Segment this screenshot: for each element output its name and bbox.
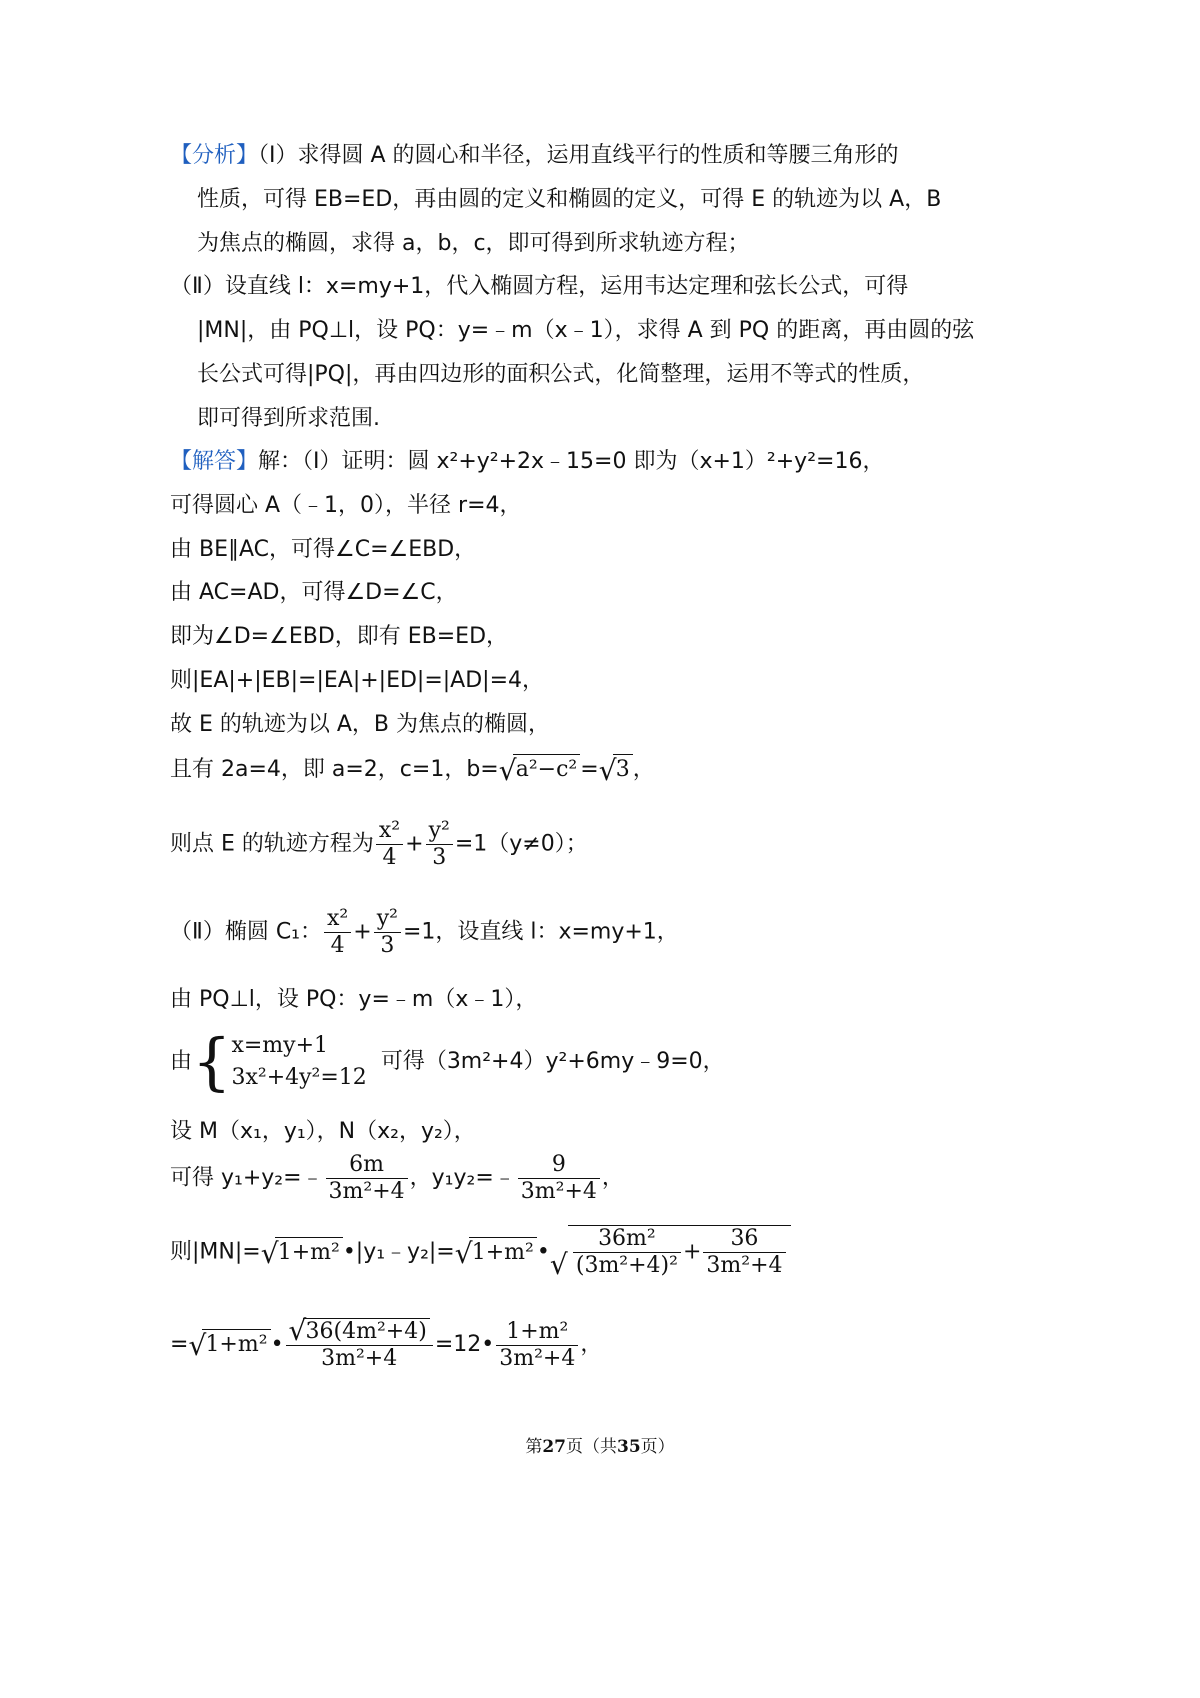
fraction: $\frac{6m}{\text{3m²+4}}$ — [326, 1152, 408, 1205]
sqrt-expression: √ 1+m² — [455, 1237, 537, 1268]
fraction: √ $\frac{\text{36m²}}{\text{(3m²+4)²}}$ — [573, 1226, 681, 1279]
page-number: 27 — [542, 1437, 566, 1457]
mn-length-line: 则|MN|=√ 1+m² •|y₁﹣y₂|=√ 1+m² • √ $\frac{\text{36m²}}{\text{(3m²+4)²}}$ + $\frac{36}{\text{3m²+4}}$ — [170, 1225, 791, 1279]
analysis-line-1 — [170, 141, 899, 171]
answer-line: 则|EA|+|EB|=|EA|+|ED|=|AD|=4， — [170, 668, 545, 693]
fraction: $\frac{\text{1+m²}}{\text{3m²+4}}$ — [496, 1319, 578, 1372]
analysis-line-4: （Ⅱ）设直线 l：x=my+1，代入椭圆方程，运用韦达定理和弦长公式，可得 — [170, 274, 909, 299]
b-value-line: 且有 2a=4，即 a=2，c=1，b=√ a²−c² =√ 3 ， — [170, 754, 655, 785]
fraction: $\frac{\text{x²}}{4}$ — [324, 906, 351, 959]
answer-line: 由 AC=AD，可得∠D=∠C， — [170, 580, 458, 605]
answer-line: 由 BE∥AC，可得∠C=∠EBD， — [170, 537, 477, 562]
analysis-text: （Ⅰ）求得圆 A 的圆心和半径，运用直线平行的性质和等腰三角形的 — [258, 143, 899, 168]
analysis-line-3: 为焦点的椭圆，求得 a，b，c，即可得到所求轨迹方程； — [197, 231, 750, 256]
answer-tag: 【解答】 — [170, 449, 259, 474]
analysis-line-5: |MN|，由 PQ⊥l，设 PQ：y=﹣m（x﹣1），求得 A 到 PQ 的距离，再由圆的弦 — [197, 318, 975, 343]
analysis-line-6: 长公式可得|PQ|，再由四边形的面积公式，化简整理，运用不等式的性质， — [197, 362, 925, 387]
ellipse-line: （Ⅱ）椭圆 C₁： $\frac{\text{x²}}{4}$ + $\frac{\text{y²}}{3}$ =1，设直线 l：x=my+1， — [170, 906, 679, 958]
left-brace: { — [192, 1025, 232, 1098]
fraction: $\frac{\text{y²}}{3}$ — [374, 906, 401, 959]
fraction: $\frac{\text{x²}}{4}$ — [376, 818, 403, 871]
answer-line: 即为∠D=∠EBD，即有 EB=ED， — [170, 624, 509, 649]
page-footer: 第27页（共35页） — [525, 1437, 675, 1457]
sqrt-expression: √ 1+m² — [188, 1329, 270, 1360]
fraction: $\frac{\text{y²}}{3}$ — [426, 818, 453, 871]
answer-line: 可得圆心 A（﹣1，0），半径 r=4， — [170, 493, 522, 518]
fraction: $\frac{36}{\text{3m²+4}}$ — [703, 1226, 785, 1279]
system-line: 由{ x=my+1 3x²+4y²=12 可得（3m²+4）y²+6my﹣9=0， — [170, 1025, 725, 1098]
equation-system: x=my+1 3x²+4y²=12 — [231, 1033, 367, 1090]
analysis-tag: 【分析】 — [170, 143, 259, 168]
total-pages: 35 — [617, 1437, 641, 1457]
vieta-line: 可得 y₁+y₂=﹣ $\frac{6m}{\text{3m²+4}}$ ，y₁y₂=﹣ $\frac{9}{\text{3m²+4}}$ ， — [170, 1152, 624, 1204]
answer-line-1 — [170, 447, 884, 477]
fraction: √ $\frac{\text{36(4m²+4)}}{\text{3m²+4}}$ — [286, 1318, 433, 1372]
sqrt-expression: √ 36(4m²+4) — [289, 1318, 430, 1345]
trace-equation-line: 则点 E 的轨迹方程为 $\frac{\text{x²}}{4}$ + $\frac{\text{y²}}{3}$ =1（y≠0）； — [170, 818, 588, 870]
fraction: $\frac{9}{\text{3m²+4}}$ — [518, 1152, 600, 1205]
sqrt-expression-large: √ $\frac{\text{36m²}}{\text{(3m²+4)²}}$ + $\frac{36}{\text{3m²+4}}$ — [550, 1225, 791, 1279]
sqrt-expression: √ 1+m² — [261, 1237, 343, 1268]
analysis-line-7: 即可得到所求范围. — [197, 406, 380, 431]
answer-line: 故 E 的轨迹为以 A，B 为焦点的椭圆， — [170, 712, 551, 737]
analysis-line-2: 性质，可得 EB=ED，再由圆的定义和椭圆的定义，可得 E 的轨迹为以 A，B — [197, 187, 942, 212]
answer-first: 解：（Ⅰ）证明：圆 x²+y²+2x﹣15=0 即为（x+1）²+y²=16， — [258, 449, 885, 474]
mn-simplified-line: =√ 1+m² • √ $\frac{\text{36(4m²+4)}}{\text{3m²+4}}$ =12• $\frac{\text{1+m²}}{\text{3m²+4}}$ ， — [170, 1318, 602, 1372]
mn-points-line: 设 M（x₁，y₁），N（x₂，y₂）， — [170, 1119, 476, 1144]
pq-line: 由 PQ⊥l，设 PQ：y=﹣m（x﹣1）， — [170, 987, 538, 1012]
sqrt-expression: √ a²−c² — [499, 754, 581, 785]
sqrt-expression: √ 3 — [599, 754, 633, 785]
